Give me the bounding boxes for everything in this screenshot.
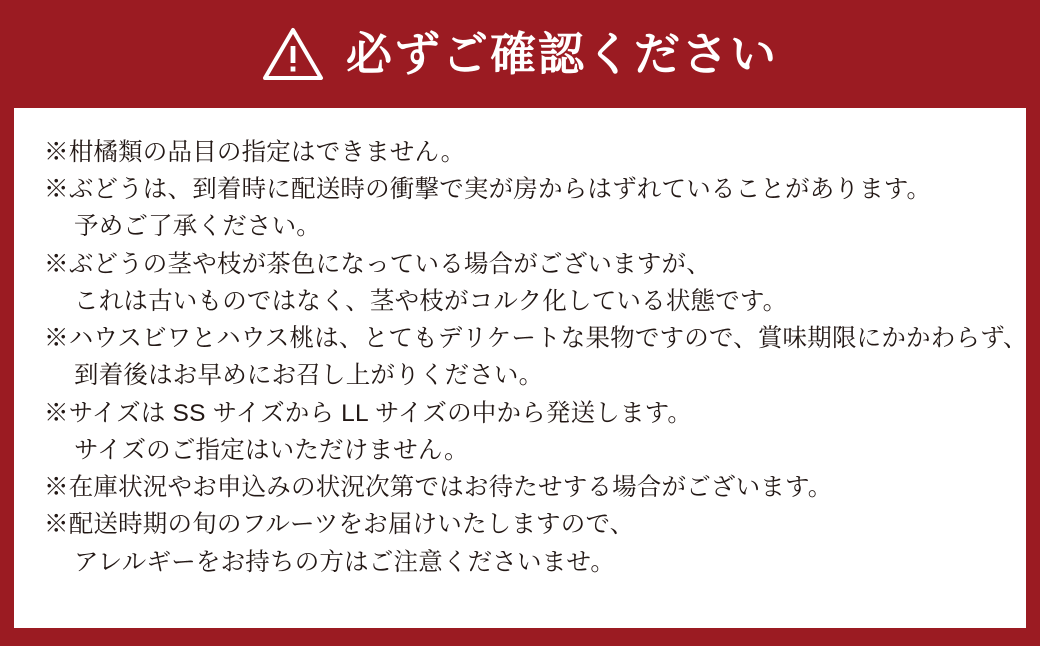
notice-line: サイズのご指定はいただけません。 bbox=[74, 436, 469, 464]
notice-line: アレルギーをお持ちの方はご注意くださいませ。 bbox=[74, 548, 616, 576]
notice-line: 予めご了承ください。 bbox=[74, 213, 321, 241]
notice-line: ※サイズは SS サイズから LL サイズの中から発送します。 bbox=[44, 399, 693, 427]
notice-line: 到着後はお早めにお召し上がりください。 bbox=[74, 362, 544, 390]
notice-line: これは古いものではなく、茎や枝がコルク化している状態です。 bbox=[74, 287, 788, 315]
notice-line: ※ぶどうの茎や枝が茶色になっている場合がございますが、 bbox=[44, 250, 711, 278]
notice-body bbox=[14, 108, 1026, 581]
notice-line: ※在庫状況やお申込みの状況次第ではお待たせする場合がございます。 bbox=[44, 474, 833, 502]
notice-line: ※配送時期の旬のフルーツをお届けいたしますので、 bbox=[44, 511, 635, 539]
warning-triangle-icon bbox=[262, 26, 324, 82]
notice-line: ※ハウスビワとハウス桃は、とてもデリケートな果物ですので、賞味期限にかかわらず、 bbox=[44, 325, 1028, 353]
notice-line: ※ぶどうは、到着時に配送時の衝撃で実が房からはずれていることがあります。 bbox=[44, 176, 932, 204]
notice-header bbox=[0, 0, 1040, 108]
footer-bar bbox=[0, 628, 1040, 646]
page-title: 必ずご確認ください bbox=[346, 28, 778, 80]
notice-line: ※柑橘類の品目の指定はできません。 bbox=[44, 139, 466, 166]
